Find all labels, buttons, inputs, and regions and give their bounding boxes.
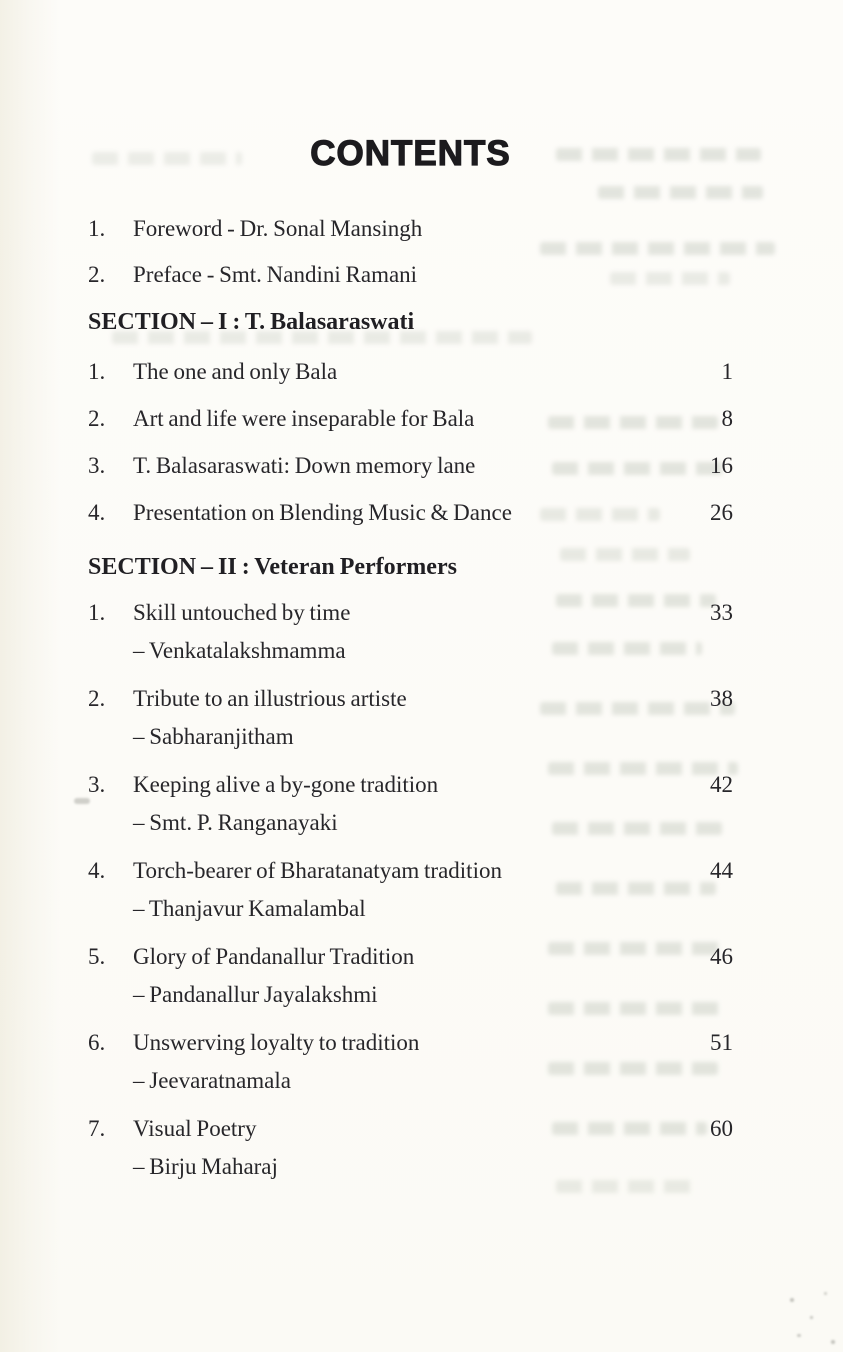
toc-item-number: 1. — [88, 216, 106, 241]
toc-item-page: 33 — [710, 600, 733, 625]
toc-item-main — [88, 598, 733, 628]
toc-item-subtitle: – Birju Maharaj — [133, 1154, 278, 1179]
toc-front-item — [88, 260, 733, 290]
toc-item-number: 1. — [88, 359, 106, 384]
toc-item-subtitle: – Jeevaratnamala — [133, 1068, 291, 1093]
toc-item-number: 2. — [88, 406, 106, 431]
toc-item-page: 8 — [721, 406, 733, 431]
dust-speck — [797, 1334, 801, 1337]
toc-item-page: 60 — [710, 1116, 733, 1141]
toc-item-page: 26 — [710, 500, 733, 525]
toc-item-main — [88, 942, 733, 972]
toc-item-page: 51 — [710, 1030, 733, 1055]
toc-item-number: 3. — [88, 453, 106, 478]
dust-speck — [790, 1298, 794, 1302]
toc-item-main — [88, 684, 733, 714]
toc-item-page: 16 — [710, 453, 733, 478]
toc-item — [88, 498, 733, 528]
toc-item-title: Skill untouched by time — [133, 600, 351, 625]
toc-item-page: 46 — [710, 944, 733, 969]
toc-item — [88, 451, 733, 481]
toc-item-title: Unswerving loyalty to tradition — [133, 1030, 420, 1055]
toc-item-number: 6. — [88, 1030, 106, 1055]
toc-item-subtitle: – Venkatalakshmamma — [133, 638, 346, 663]
toc-item-title: The one and only Bala — [133, 359, 338, 384]
toc-item-title: Tribute to an illustrious artiste — [133, 686, 407, 711]
toc-item-subtitle: – Thanjavur Kamalambal — [133, 896, 366, 921]
toc-item — [88, 357, 733, 387]
section-1-list — [88, 357, 733, 528]
toc-item-title: Presentation on Blending Music & Dance — [133, 500, 512, 525]
toc-item — [88, 856, 733, 924]
toc-item-title: Art and life were inseparable for Bala — [133, 406, 475, 431]
toc-item-main — [88, 1028, 733, 1058]
dust-speck — [831, 1340, 835, 1344]
toc-item-main — [88, 1114, 733, 1144]
toc-item — [88, 1114, 733, 1182]
front-matter-list — [88, 214, 733, 290]
toc-item-title: Glory of Pandanallur Tradition — [133, 944, 415, 969]
page-title: CONTENTS — [310, 134, 511, 173]
toc-item — [88, 770, 733, 838]
toc-item-number: 7. — [88, 1116, 106, 1141]
toc-item-page: 1 — [721, 359, 733, 384]
toc-item-number: 2. — [88, 686, 106, 711]
toc-item-number: 2. — [88, 262, 106, 287]
toc-item-page: 42 — [710, 772, 733, 797]
toc-item-label: Preface - Smt. Nandini Ramani — [133, 262, 418, 287]
toc-item-label: Foreword - Dr. Sonal Mansingh — [133, 216, 423, 241]
toc-item-subtitle: – Smt. P. Ranganayaki — [133, 810, 338, 835]
toc-item-title: Keeping alive a by-gone tradition — [133, 772, 439, 797]
toc-item-title: Torch-bearer of Bharatanatyam tradition — [133, 858, 502, 883]
toc-item-number: 3. — [88, 772, 106, 797]
toc-item-number: 5. — [88, 944, 106, 969]
dust-speck — [824, 1292, 827, 1295]
toc-item-subtitle: – Pandanallur Jayalakshmi — [133, 982, 378, 1007]
toc-item — [88, 598, 733, 666]
toc-item-number: 4. — [88, 858, 106, 883]
section-heading-2: SECTION – II : Veteran Performers — [88, 554, 457, 580]
toc-item — [88, 684, 733, 752]
toc-item-title: T. Balasaraswati: Down memory lane — [133, 453, 476, 478]
section-heading-1: SECTION – I : T. Balasaraswati — [88, 309, 415, 335]
toc-item-main — [88, 856, 733, 886]
toc-front-item — [88, 214, 733, 244]
toc-item-page: 44 — [710, 858, 733, 883]
toc-content — [88, 0, 733, 1200]
section-2-list — [88, 598, 733, 1182]
toc-item — [88, 942, 733, 1010]
toc-item-subtitle: – Sabharanjitham — [133, 724, 294, 749]
toc-item-number: 1. — [88, 600, 106, 625]
toc-item-page: 38 — [710, 686, 733, 711]
dust-speck — [810, 1316, 813, 1319]
toc-item-main — [88, 770, 733, 800]
toc-item-number: 4. — [88, 500, 106, 525]
toc-item-title: Visual Poetry — [133, 1116, 257, 1141]
toc-item — [88, 1028, 733, 1096]
toc-item — [88, 404, 733, 434]
